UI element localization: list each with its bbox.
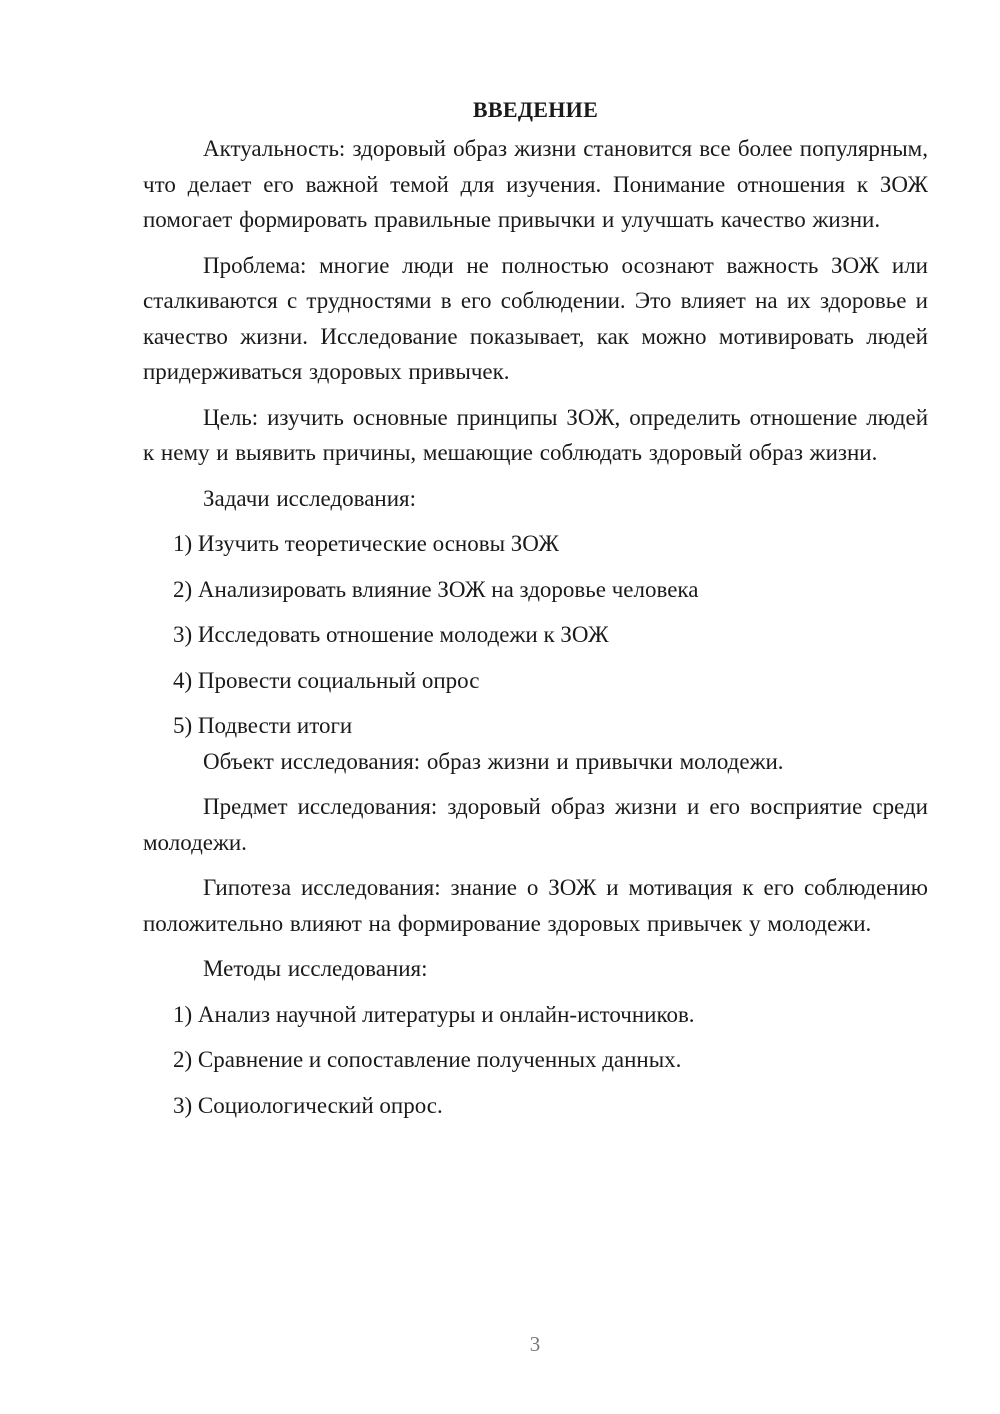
paragraph-actuality: Актуальность: здоровый образ жизни становится все более популярным, что делает его важной темой для изучения. Понимание отношения к ЗОЖ помогает формировать правильные привычки и улучшать качество жизни. xyxy=(143,136,928,232)
methods-list xyxy=(143,997,928,1124)
method-item: 3) Социологический опрос. xyxy=(173,1092,443,1118)
paragraph-goal: Цель: изучить основные принципы ЗОЖ, определить отношение людей к нему и выявить причины, мешающие соблюдать здоровый образ жизни. xyxy=(143,404,928,465)
methods-heading: Методы исследования: xyxy=(203,956,428,981)
page-content xyxy=(143,92,928,1133)
paragraph-subject: Предмет исследования: здоровый образ жизни и его восприятие среди молодежи. xyxy=(143,794,928,855)
paragraph-problem: Проблема: многие люди не полностью осознают важность ЗОЖ или сталкиваются с трудностями в его соблюдении. Это влияет на их здоровье и качество жизни. Исследование показывает, как можно мотивировать людей придерживаться здоровых привычек. xyxy=(143,252,928,384)
method-item: 2) Сравнение и сопоставление полученных данных. xyxy=(173,1047,682,1072)
task-item: 1) Изучить теоретические основы ЗОЖ xyxy=(173,531,559,556)
task-item: 3) Исследовать отношение молодежи к ЗОЖ xyxy=(173,622,609,647)
task-item: 4) Провести социальный опрос xyxy=(173,667,480,693)
page-title: ВВЕДЕНИЕ xyxy=(472,97,599,122)
tasks-heading: Задачи исследования: xyxy=(203,485,417,511)
page-number: 3 xyxy=(529,1332,541,1356)
method-item: 1) Анализ научной литературы и онлайн-источников. xyxy=(173,1001,695,1027)
paragraph-hypothesis: Гипотеза исследования: знание о ЗОЖ и мотивация к его соблюдению положительно влияют на формирование здоровых привычек у молодежи. xyxy=(143,875,928,936)
task-item: 2) Анализировать влияние ЗОЖ на здоровье человека xyxy=(173,576,699,602)
tasks-list xyxy=(143,526,928,744)
paragraph-object: Объект исследования: образ жизни и привычки молодежи. xyxy=(203,748,784,774)
task-item: 5) Подвести итоги xyxy=(173,713,353,738)
